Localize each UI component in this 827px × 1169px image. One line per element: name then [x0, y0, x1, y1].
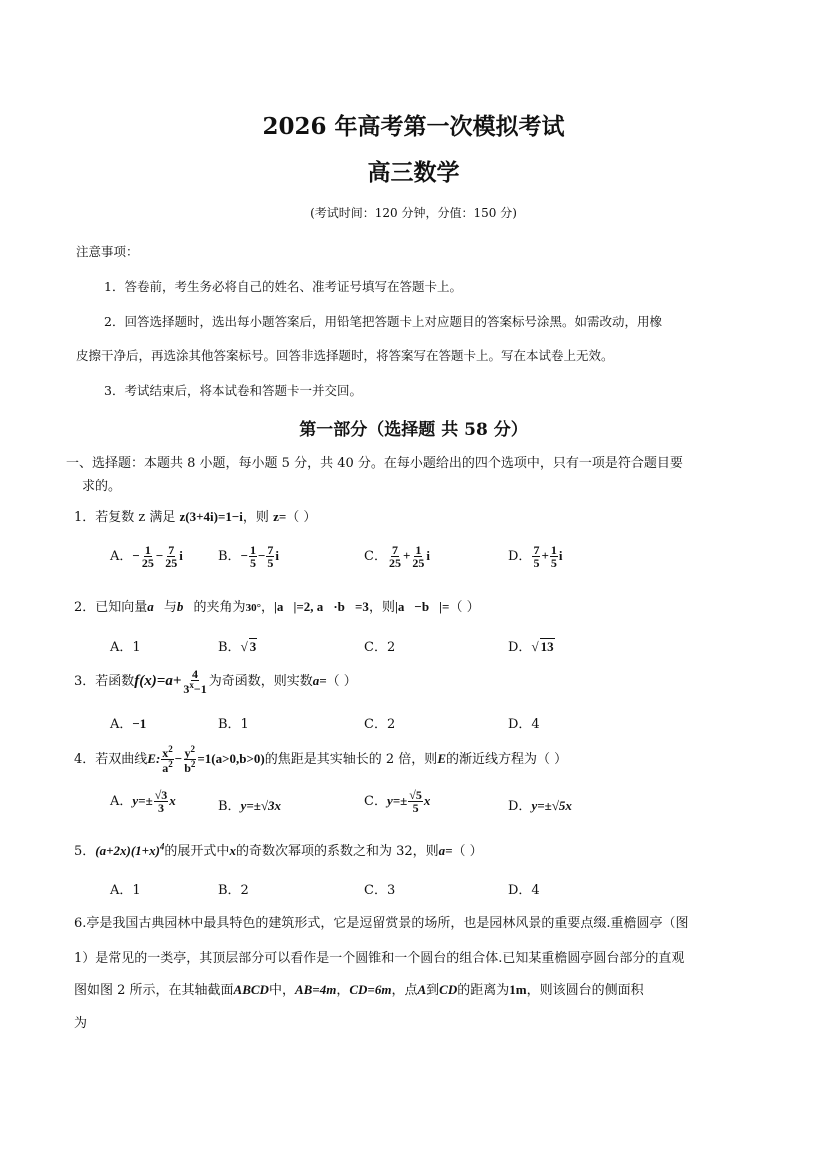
exam-subtitle: 高三数学 — [367, 159, 460, 186]
section-desc-line2: 求的。 — [82, 479, 122, 494]
question-6-line3: 图如图 2 所示，在其轴截面ABCD中，AB=4m，CD=6m，点A到CD的距离为1m，则该圆台的侧面积 — [74, 982, 644, 998]
question-3-option-b[interactable]: B．1 — [218, 717, 249, 732]
question-1-option-b[interactable]: B．− $\frac{1}{5}$ − $\frac{7}{5}$ i — [218, 543, 280, 570]
question-5-option-c[interactable]: C．3 — [364, 883, 396, 898]
question-5-option-b[interactable]: B．2 — [218, 883, 249, 898]
question-4-option-a[interactable]: A．y=± $\frac{√3}{3}$ x — [110, 788, 176, 815]
question-4-option-c[interactable]: C．y=± $\frac{√5}{5}$ x — [364, 788, 431, 815]
question-2-option-c[interactable]: C．2 — [364, 640, 396, 655]
question-5-option-d[interactable]: D．4 — [508, 883, 540, 898]
exam-title: 2026 年高考第一次模拟考试 — [262, 113, 565, 140]
notes-item-1: 1．答卷前，考生务必将自己的姓名、准考证号填写在答题卡上。 — [104, 279, 462, 294]
question-1-stem: 1．若复数 z 满足 z(3+4i)=1−i，则 z=（ ） — [74, 509, 317, 525]
question-2-stem: 2．已知向量a⃗与b⃗的夹角为30°，|a⃗|=2, a⃗·b⃗=3，则|a⃗−b⃗|=（ ） — [74, 599, 480, 615]
question-3-option-a[interactable]: A．−1 — [110, 716, 147, 732]
notes-item-2-line1: 2．回答选择题时，选出每小题答案后，用铅笔把答题卡上对应题目的答案标号涂黑。如需改动，用橡 — [104, 314, 662, 329]
question-6-line1: 6.亭是我国古典园林中最具特色的建筑形式，它是逗留赏景的场所，也是园林风景的重要点缀.重檐圆亭（图 — [74, 916, 689, 931]
question-2-option-d[interactable]: D．√ 13 — [508, 639, 554, 655]
question-4-stem: 4．若双曲线E: $\frac{x^2}{a^2}$ − $\frac{y^2}{b^2}$ =1(a>0,b>0)的焦距是其实轴长的 2 倍，则E的渐近线方程为（ ） — [74, 744, 568, 775]
question-5-option-a[interactable]: A．1 — [110, 883, 141, 898]
notes-heading: 注意事项： — [76, 244, 139, 259]
notes-item-3: 3．考试结束后，将本试卷和答题卡一并交回。 — [104, 383, 362, 398]
section-desc-line1: 一、选择题：本题共 8 小题，每小题 5 分，共 40 分。在每小题给出的四个选项中，只有一项是符合题目要 — [66, 456, 683, 471]
question-3-option-d[interactable]: D．4 — [508, 717, 540, 732]
notes-item-2-line2: 皮擦干净后，再选涂其他答案标号。回答非选择题时，将答案写在答题卡上。写在本试卷上无效。 — [76, 348, 614, 363]
question-1-option-c[interactable]: C． $\frac{7}{25}$ + $\frac{1}{25}$ i — [364, 543, 430, 570]
question-4-option-d[interactable]: D．y=±√5x — [508, 798, 572, 814]
question-2-option-a[interactable]: A．1 — [110, 640, 141, 655]
question-6-line2: 1）是常见的一类亭，其顶层部分可以看作是一个圆锥和一个圆台的组合体.已知某重檐圆亭圆台部分的直观 — [74, 951, 685, 966]
question-3-option-c[interactable]: C．2 — [364, 717, 396, 732]
question-2-option-b[interactable]: B．√ 3 — [218, 639, 257, 655]
question-4-option-b[interactable]: B．y=±√3x — [218, 798, 282, 814]
question-3-stem: 3．若函数f(x)=a+ $\frac{4}{3^x-1}$ 为奇函数，则实数a=（ ） — [74, 667, 357, 696]
question-1-option-a[interactable]: A．− $\frac{1}{25}$ − $\frac{7}{25}$ i — [110, 543, 183, 570]
question-5-stem: 5．$(a+2x)(1+x)^4$的展开式中x的奇数次幂项的系数之和为 32，则a=（ ） — [74, 841, 483, 859]
section-title: 第一部分（选择题 共 58 分） — [299, 420, 528, 440]
question-1-option-d[interactable]: D． $\frac{7}{5}$ + $\frac{1}{5}$ i — [508, 543, 563, 570]
exam-info: (考试时间：120 分钟，分值：150 分) — [310, 206, 517, 220]
question-6-line4: 为 — [74, 1016, 88, 1031]
